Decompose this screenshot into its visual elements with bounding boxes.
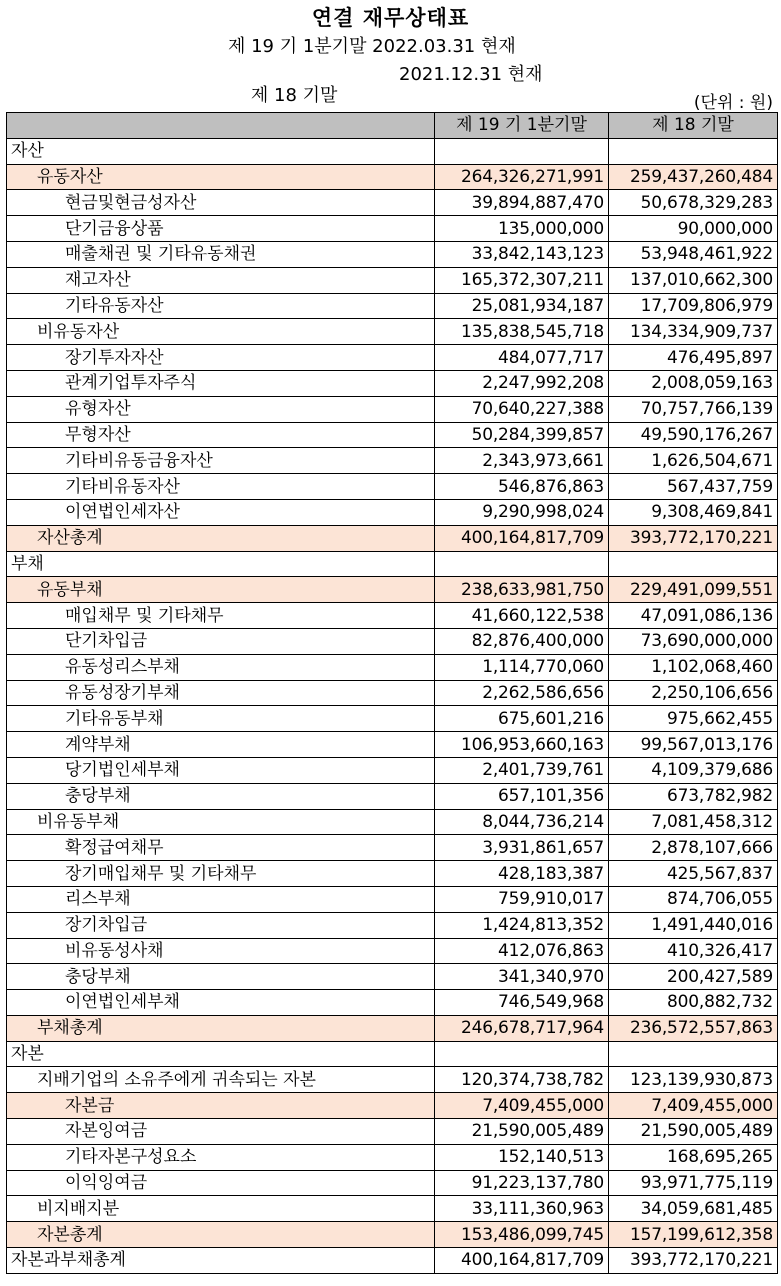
current-value-cell: 41,660,122,538 [435,603,609,629]
table-row [7,319,778,345]
prior-value-cell [609,1041,778,1067]
table-row [7,628,778,654]
account-name-cell: 기타자본구성요소 [7,1144,435,1170]
account-name-cell: 유형자산 [7,396,435,422]
prior-value-cell: 2,008,059,163 [609,370,778,396]
prior-value-cell: 123,139,930,873 [609,1067,778,1093]
table-row [7,603,778,629]
current-value-cell: 8,044,736,214 [435,809,609,835]
account-name-cell: 단기차입금 [7,628,435,654]
account-name-cell: 장기투자자산 [7,345,435,371]
account-name-cell: 당기법인세부채 [7,757,435,783]
prior-value-cell: 800,882,732 [609,990,778,1016]
current-value-cell: 746,549,968 [435,990,609,1016]
current-value-cell: 657,101,356 [435,783,609,809]
prior-value-cell: 393,772,170,221 [609,525,778,551]
table-header-row [7,113,778,139]
table-row [7,525,778,551]
current-value-cell: 484,077,717 [435,345,609,371]
table-row [7,886,778,912]
table-row [7,577,778,603]
prior-period-date: 2021.12.31 현재 [399,64,543,85]
table-row [7,1222,778,1248]
current-value-cell: 238,633,981,750 [435,577,609,603]
current-value-cell: 33,111,360,963 [435,1196,609,1222]
prior-value-cell: 2,250,106,656 [609,680,778,706]
prior-value-cell: 53,948,461,922 [609,241,778,267]
prior-value-cell: 229,491,099,551 [609,577,778,603]
account-name-cell: 유동부채 [7,577,435,603]
prior-value-cell: 21,590,005,489 [609,1119,778,1145]
prior-value-cell [609,551,778,577]
table-row [7,938,778,964]
table-row [7,732,778,758]
account-name-cell: 장기매입채무 및 기타채무 [7,861,435,887]
prior-value-cell: 259,437,260,484 [609,164,778,190]
current-value-cell: 1,114,770,060 [435,654,609,680]
current-value-cell: 546,876,863 [435,474,609,500]
current-value-cell: 135,838,545,718 [435,319,609,345]
table-row [7,241,778,267]
prior-value-cell: 236,572,557,863 [609,1015,778,1041]
current-value-cell: 400,164,817,709 [435,1248,609,1274]
table-row [7,345,778,371]
account-name-cell: 확정급여채무 [7,835,435,861]
table-row [7,1015,778,1041]
prior-value-cell: 9,308,469,841 [609,499,778,525]
table-row [7,293,778,319]
prior-value-cell: 99,567,013,176 [609,732,778,758]
table-row [7,422,778,448]
current-value-cell: 412,076,863 [435,938,609,964]
account-name-cell: 장기차입금 [7,912,435,938]
table-row [7,1119,778,1145]
current-value-cell: 153,486,099,745 [435,1222,609,1248]
account-name-cell: 관계기업투자주식 [7,370,435,396]
account-name-cell: 자본잉여금 [7,1119,435,1145]
prior-value-cell: 2,878,107,666 [609,835,778,861]
current-value-cell: 135,000,000 [435,216,609,242]
table-row [7,1067,778,1093]
prior-value-cell: 1,102,068,460 [609,654,778,680]
table-row [7,164,778,190]
current-period-label: 제 19 기 1분기말 2022.03.31 현재 [228,36,516,57]
account-name-cell: 유동자산 [7,164,435,190]
table-row [7,499,778,525]
current-value-cell: 2,343,973,661 [435,448,609,474]
table-row [7,1041,778,1067]
account-name-cell: 자산 [7,138,435,164]
table-row [7,370,778,396]
current-value-cell: 264,326,271,991 [435,164,609,190]
table-row [7,680,778,706]
table-row [7,474,778,500]
prior-value-cell: 874,706,055 [609,886,778,912]
account-name-cell: 비지배지분 [7,1196,435,1222]
account-name-cell: 이익잉여금 [7,1170,435,1196]
account-name-cell: 단기금융상품 [7,216,435,242]
prior-period-name: 제 18 기말 [250,85,338,106]
current-value-cell: 7,409,455,000 [435,1093,609,1119]
column-header-current: 제 19 기 1분기말 [435,113,609,139]
table-row [7,706,778,732]
table-row [7,138,778,164]
current-value-cell [435,138,609,164]
account-name-cell: 자본과부채총계 [7,1248,435,1274]
table-row [7,190,778,216]
current-value-cell: 70,640,227,388 [435,396,609,422]
prior-value-cell: 70,757,766,139 [609,396,778,422]
current-value-cell: 82,876,400,000 [435,628,609,654]
account-name-cell: 무형자산 [7,422,435,448]
current-value-cell: 33,842,143,123 [435,241,609,267]
prior-value-cell: 1,491,440,016 [609,912,778,938]
current-value-cell: 2,247,992,208 [435,370,609,396]
table-row [7,861,778,887]
prior-value-cell: 567,437,759 [609,474,778,500]
account-name-cell: 비유동자산 [7,319,435,345]
balance-sheet-table [6,112,778,1274]
account-name-cell: 자본금 [7,1093,435,1119]
prior-value-cell: 34,059,681,485 [609,1196,778,1222]
current-value-cell [435,551,609,577]
account-name-cell: 현금및현금성자산 [7,190,435,216]
prior-value-cell: 7,409,455,000 [609,1093,778,1119]
table-row [7,448,778,474]
current-value-cell: 2,262,586,656 [435,680,609,706]
prior-value-cell: 975,662,455 [609,706,778,732]
table-row [7,1144,778,1170]
current-value-cell: 106,953,660,163 [435,732,609,758]
table-row [7,1093,778,1119]
table-row [7,551,778,577]
unit-label: (단위 : 원) [693,93,773,113]
current-value-cell: 165,372,307,211 [435,267,609,293]
prior-value-cell: 476,495,897 [609,345,778,371]
current-value-cell: 25,081,934,187 [435,293,609,319]
account-name-cell: 기타비유동금융자산 [7,448,435,474]
table-row [7,835,778,861]
account-name-cell: 부채총계 [7,1015,435,1041]
current-value-cell: 2,401,739,761 [435,757,609,783]
current-value-cell: 759,910,017 [435,886,609,912]
account-name-cell: 기타비유동자산 [7,474,435,500]
current-value-cell: 50,284,399,857 [435,422,609,448]
account-name-cell: 충당부채 [7,783,435,809]
table-row [7,1196,778,1222]
current-value-cell: 21,590,005,489 [435,1119,609,1145]
current-value-cell: 120,374,738,782 [435,1067,609,1093]
account-name-cell: 비유동부채 [7,809,435,835]
prior-value-cell: 50,678,329,283 [609,190,778,216]
account-name-cell: 리스부채 [7,886,435,912]
account-name-cell: 자본 [7,1041,435,1067]
current-value-cell: 3,931,861,657 [435,835,609,861]
prior-value-cell: 90,000,000 [609,216,778,242]
table-row [7,654,778,680]
page-title: 연결 재무상태표 [311,6,470,30]
prior-value-cell [609,138,778,164]
prior-value-cell: 93,971,775,119 [609,1170,778,1196]
account-name-cell: 부채 [7,551,435,577]
prior-value-cell: 134,334,909,737 [609,319,778,345]
prior-value-cell: 47,091,086,136 [609,603,778,629]
table-row [7,396,778,422]
table-row [7,267,778,293]
prior-value-cell: 17,709,806,979 [609,293,778,319]
table-row [7,216,778,242]
table-row [7,783,778,809]
prior-value-cell: 168,695,265 [609,1144,778,1170]
current-value-cell: 152,140,513 [435,1144,609,1170]
column-header-account [7,113,435,139]
current-value-cell: 675,601,216 [435,706,609,732]
current-value-cell: 428,183,387 [435,861,609,887]
report-header [0,0,781,112]
account-name-cell: 기타유동자산 [7,293,435,319]
prior-value-cell: 1,626,504,671 [609,448,778,474]
current-value-cell: 91,223,137,780 [435,1170,609,1196]
account-name-cell: 이연법인세부채 [7,990,435,1016]
table-row [7,757,778,783]
account-name-cell: 자산총계 [7,525,435,551]
account-name-cell: 계약부채 [7,732,435,758]
current-value-cell: 1,424,813,352 [435,912,609,938]
table-row [7,1248,778,1274]
prior-value-cell: 73,690,000,000 [609,628,778,654]
account-name-cell: 충당부채 [7,964,435,990]
current-value-cell: 400,164,817,709 [435,525,609,551]
current-value-cell: 39,894,887,470 [435,190,609,216]
prior-value-cell: 7,081,458,312 [609,809,778,835]
table-row [7,912,778,938]
account-name-cell: 매출채권 및 기타유동채권 [7,241,435,267]
table-row [7,809,778,835]
account-name-cell: 유동성장기부채 [7,680,435,706]
column-header-prior: 제 18 기말 [609,113,778,139]
current-value-cell [435,1041,609,1067]
prior-value-cell: 425,567,837 [609,861,778,887]
prior-value-cell: 673,782,982 [609,783,778,809]
account-name-cell: 유동성리스부채 [7,654,435,680]
account-name-cell: 지배기업의 소유주에게 귀속되는 자본 [7,1067,435,1093]
current-value-cell: 9,290,998,024 [435,499,609,525]
current-value-cell: 341,340,970 [435,964,609,990]
table-row [7,964,778,990]
table-row [7,1170,778,1196]
account-name-cell: 이연법인세자산 [7,499,435,525]
account-name-cell: 매입채무 및 기타채무 [7,603,435,629]
account-name-cell: 자본총계 [7,1222,435,1248]
prior-value-cell: 410,326,417 [609,938,778,964]
prior-value-cell: 4,109,379,686 [609,757,778,783]
account-name-cell: 재고자산 [7,267,435,293]
account-name-cell: 비유동성사채 [7,938,435,964]
prior-value-cell: 49,590,176,267 [609,422,778,448]
prior-value-cell: 157,199,612,358 [609,1222,778,1248]
prior-value-cell: 137,010,662,300 [609,267,778,293]
current-value-cell: 246,678,717,964 [435,1015,609,1041]
table-row [7,990,778,1016]
prior-value-cell: 200,427,589 [609,964,778,990]
account-name-cell: 기타유동부채 [7,706,435,732]
prior-value-cell: 393,772,170,221 [609,1248,778,1274]
